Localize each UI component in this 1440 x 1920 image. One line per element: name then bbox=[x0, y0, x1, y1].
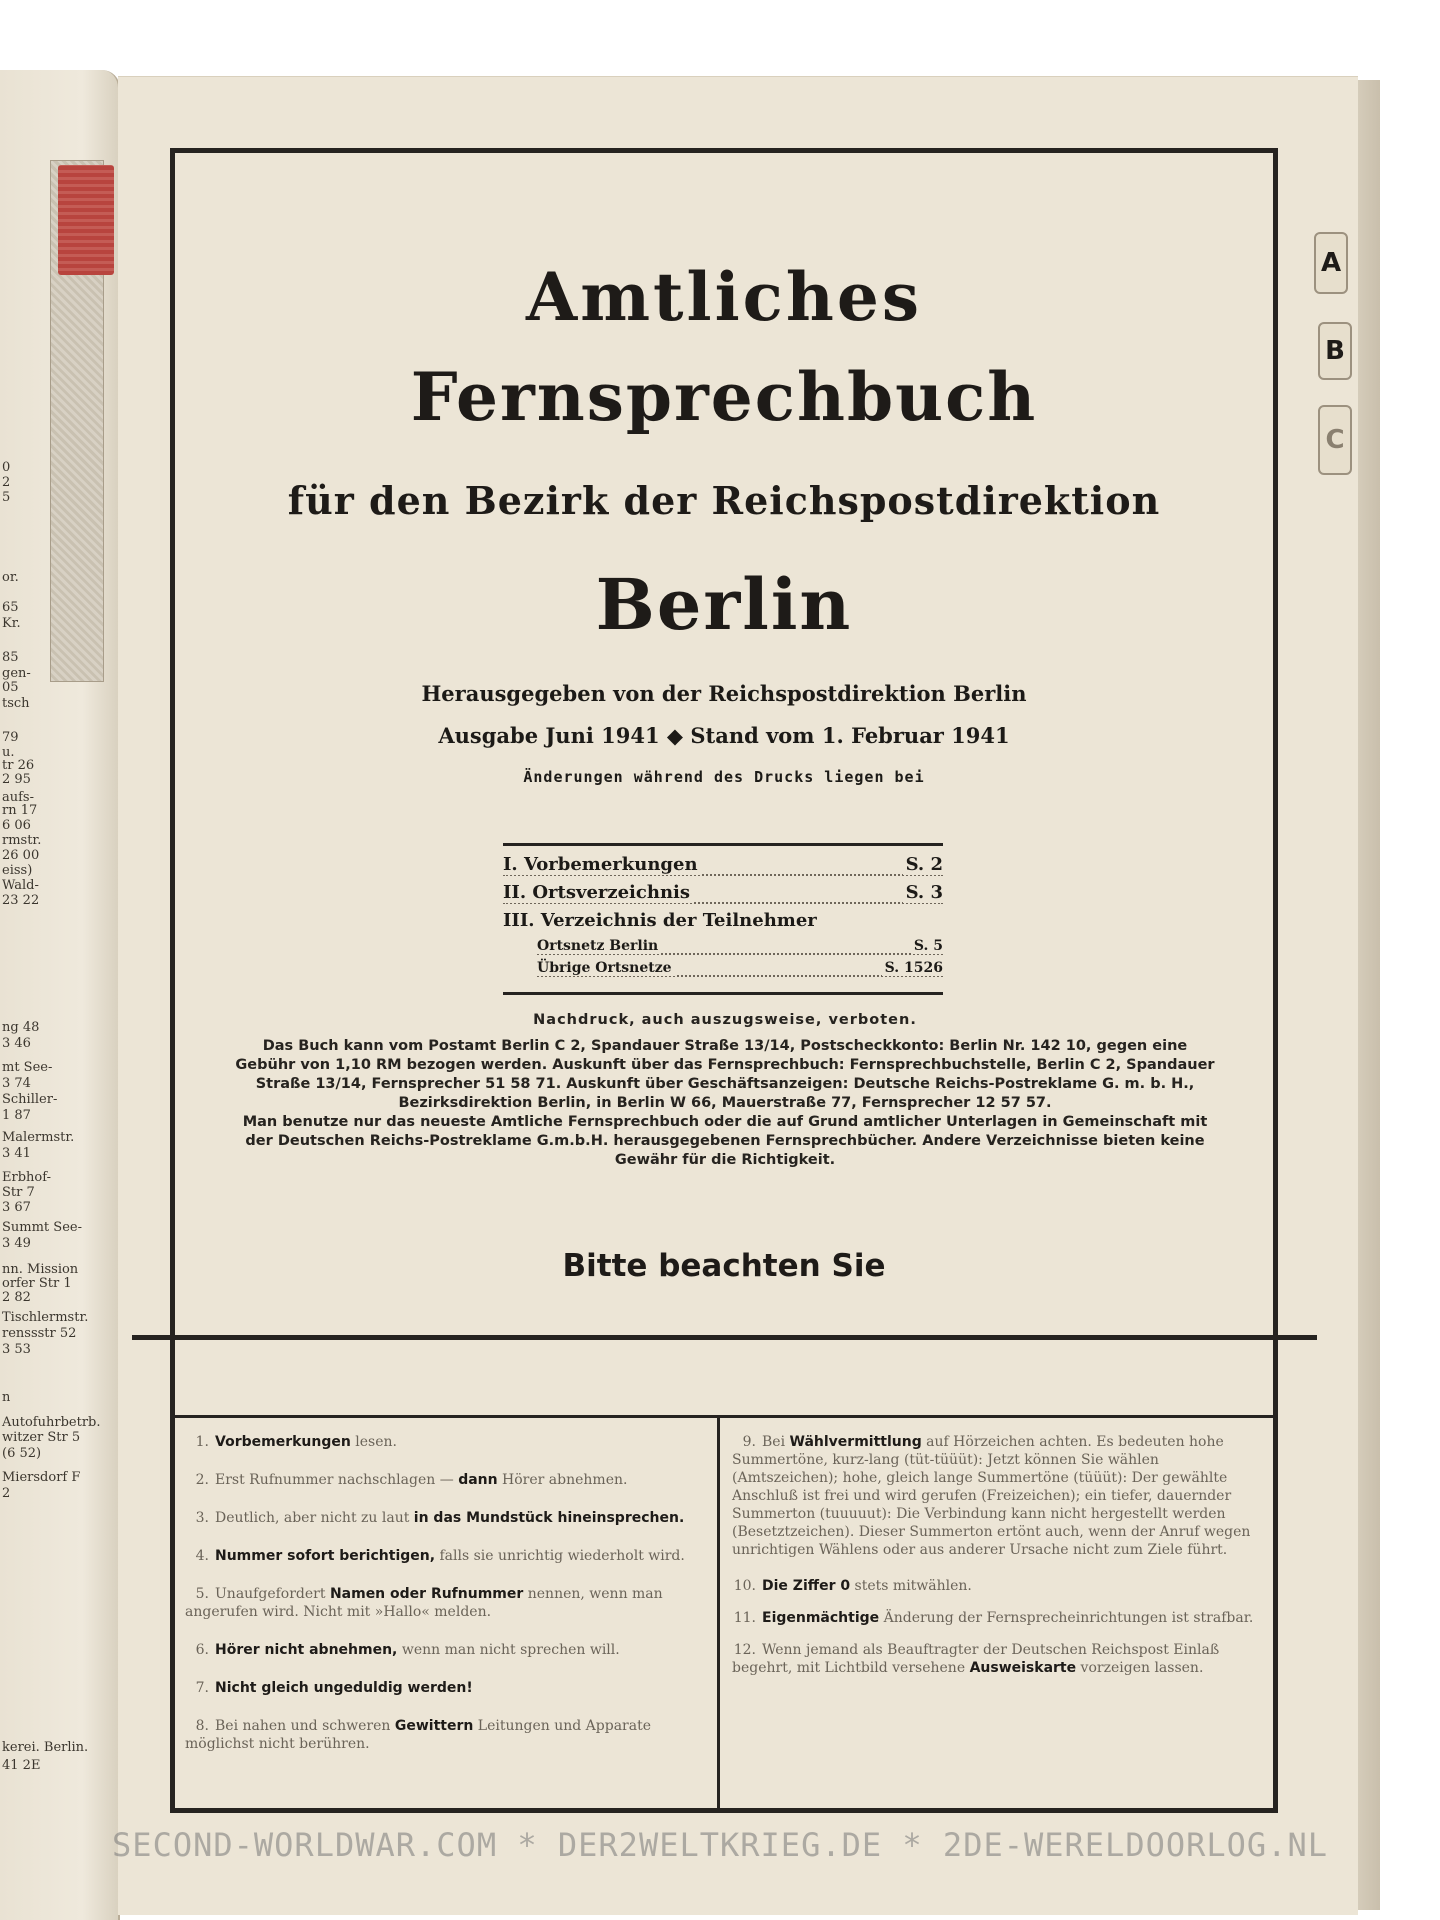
index-tab-a[interactable]: A bbox=[1314, 232, 1348, 294]
section-divider bbox=[132, 1335, 1317, 1340]
rule-text: Hörer abnehmen. bbox=[497, 1472, 628, 1488]
facing-page-fragment: orfer Str 1 bbox=[2, 1276, 72, 1291]
rule-number: 9. bbox=[742, 1434, 756, 1450]
cover-frame bbox=[170, 148, 1278, 1813]
facing-page-fragment: mt See- bbox=[2, 1060, 53, 1075]
facing-page-fragment: Erbhof- bbox=[2, 1170, 51, 1185]
facing-page-fragment: gen- bbox=[2, 666, 31, 681]
facing-page-fragment: rmstr. bbox=[2, 833, 42, 848]
rule-item bbox=[732, 1433, 1262, 1559]
index-tab-b[interactable]: B bbox=[1318, 322, 1352, 380]
changes-note: Änderungen während des Drucks liegen bei bbox=[523, 768, 925, 786]
rule-number: 4. bbox=[195, 1548, 209, 1564]
rule-text: nennen, wenn man angerufen wird. Nicht mit »Hallo« melden. bbox=[185, 1586, 663, 1620]
purchase-notice: Das Buch kann vom Postamt Berlin C 2, Spandauer Straße 13/14, Postscheckkonto: Berlin Nr. 142 10, gegen eine Gebühr von 1,10 RM bezogen werden. Auskunft über das Fernsprechbuch: Fernsprechbuchstelle, Berlin C 2, Spandauer Straße 13/14, Fernsprecher 51 58 71. Auskunft über Geschäftsanzeigen: Deutsche Reichs-Postreklame G. m. b. H., Bezirksdirektion Berlin, in Berlin W 66, Mauerstraße 77, Fernsprecher 12 57 57. bbox=[235, 1038, 1215, 1111]
facing-page-fragment: 2 95 bbox=[2, 772, 31, 787]
facing-page-fragment: Autofuhrbetrb. bbox=[2, 1415, 101, 1430]
rule-text: Änderung der Fernsprecheinrichtungen ist strafbar. bbox=[879, 1610, 1254, 1626]
rules-left-column bbox=[185, 1433, 705, 1753]
facing-page-fragment: 3 67 bbox=[2, 1200, 31, 1215]
rule-text: lesen. bbox=[350, 1434, 397, 1450]
toc-page: S. 5 bbox=[911, 938, 943, 954]
rule-item bbox=[185, 1433, 705, 1451]
title-line-1: Amtliches bbox=[526, 258, 922, 336]
title-line-2: Fernsprechbuch bbox=[410, 358, 1038, 436]
facing-page-fragment: u. bbox=[2, 745, 15, 760]
rule-text: auf Hörzeichen achten. Es bedeuten hohe Summertöne, kurz-lang (tüt-tüüüt): Jetzt können Sie wählen (Amtszeichen); hohe, gleich lange Summertöne (tüüüt): Der gewählte Anschluß ist frei und wird gerufen (Freizeichen); ein tiefer, dauernder Summerton (tuuuuut): Die Verbindung kann nicht hergestellt werden (Besetztzeichen). Dieser Summerton ertönt auch, wenn der Anruf wegen unrichtigen Wählens oder aus anderer Ursache nicht zum Ziele führt. bbox=[732, 1434, 1251, 1558]
advice-notice: Man benutze nur das neueste Amtliche Fernsprechbuch oder die auf Grund amtlicher Unterlagen in Gemeinschaft mit der Deutschen Reichs-Postreklame G.m.b.H. herausgegebenen Fernsprechbücher. Andere Verzeichnisse bieten keine Gewähr für die Richtigkeit. bbox=[242, 1114, 1208, 1168]
facing-page-fragment: Summt See- bbox=[2, 1220, 82, 1235]
toc-page: S. 3 bbox=[903, 882, 943, 903]
publisher-line: Herausgegeben von der Reichspostdirektion Berlin bbox=[421, 681, 1027, 706]
facing-page-fragment: 2 82 bbox=[2, 1290, 31, 1305]
facing-page-fragment: Str 7 bbox=[2, 1185, 35, 1200]
rule-number: 8. bbox=[195, 1718, 209, 1734]
facing-page-fragment: (6 52) bbox=[2, 1446, 42, 1461]
rule-text: Bei nahen und schweren bbox=[215, 1718, 395, 1734]
facing-page-fragment: Miersdorf F bbox=[2, 1470, 81, 1485]
toc-page: S. 2 bbox=[903, 854, 943, 875]
toc-label: III. Verzeichnis der Teilnehmer bbox=[503, 910, 820, 931]
rule-emphasis: Nicht gleich ungeduldig werden! bbox=[215, 1680, 473, 1696]
facing-page-fragment: n bbox=[2, 1390, 11, 1405]
rule-item bbox=[185, 1641, 705, 1659]
facing-page-fragment: kerei. Berlin. bbox=[2, 1740, 89, 1755]
toc-subrow[interactable] bbox=[503, 938, 943, 960]
facing-page-fragment: tr 26 bbox=[2, 758, 35, 773]
rule-item bbox=[185, 1471, 705, 1489]
rule-text: Wenn jemand als Beauftragter der Deutschen Reichspost Einlaß begehrt, mit Lichtbild versehene bbox=[732, 1642, 1220, 1676]
rules-right-column bbox=[732, 1433, 1262, 1677]
toc-label: Übrige Ortsnetze bbox=[537, 960, 675, 976]
facing-page-fragment: 3 41 bbox=[2, 1146, 31, 1161]
facing-page-fragment: 0 bbox=[2, 460, 11, 475]
rule-text: Erst Rufnummer nachschlagen — bbox=[215, 1472, 459, 1488]
rule-number: 6. bbox=[195, 1642, 209, 1658]
facing-page-fragment: 3 46 bbox=[2, 1036, 31, 1051]
toc-row[interactable] bbox=[503, 882, 943, 910]
facing-page-fragment: 41 2E bbox=[2, 1758, 41, 1773]
rule-item bbox=[185, 1547, 705, 1565]
cover-upper bbox=[175, 153, 1273, 1333]
rule-item bbox=[185, 1679, 705, 1697]
toc-page: S. 1526 bbox=[882, 960, 943, 976]
facing-page-fragment: 05 bbox=[2, 680, 19, 695]
rules-column-divider bbox=[717, 1415, 720, 1810]
facing-page-fragment: ng 48 bbox=[2, 1020, 40, 1035]
rule-number: 7. bbox=[195, 1680, 209, 1696]
facing-page-fragment: 2 bbox=[2, 475, 11, 490]
rule-number: 5. bbox=[195, 1586, 209, 1602]
toc-label: I. Vorbemerkungen bbox=[503, 854, 701, 875]
facing-page-fragment: 23 22 bbox=[2, 893, 40, 908]
facing-page-left bbox=[0, 70, 120, 1920]
toc-label: Ortsnetz Berlin bbox=[537, 938, 661, 954]
facing-page-fragment: 5 bbox=[2, 490, 11, 505]
rule-text: falls sie unrichtig wiederholt wird. bbox=[435, 1548, 685, 1564]
rule-emphasis: in das Mundstück hineinsprechen. bbox=[413, 1510, 685, 1526]
facing-page-fragment: nn. Mission bbox=[2, 1262, 79, 1277]
rule-emphasis: Wählvermittlung bbox=[789, 1434, 922, 1450]
index-tab-c[interactable]: C bbox=[1318, 405, 1352, 475]
facing-page-fragment: 3 49 bbox=[2, 1236, 31, 1251]
rule-emphasis: Gewittern bbox=[394, 1718, 474, 1734]
binding-red-tape bbox=[58, 165, 114, 275]
rule-number: 3. bbox=[195, 1510, 209, 1526]
facing-page-fragment: renssstr 52 bbox=[2, 1326, 77, 1341]
facing-page-fragment: Schiller- bbox=[2, 1092, 58, 1107]
subtitle: für den Bezirk der Reichspostdirektion bbox=[287, 478, 1161, 523]
watermark: SECOND-WORLDWAR.COM * DER2WELTKRIEG.DE * 2DE-WERELDOORLOG.NL bbox=[112, 1826, 1328, 1864]
rule-text: Bei bbox=[762, 1434, 790, 1450]
toc-row[interactable] bbox=[503, 910, 943, 938]
toc-subrow[interactable] bbox=[503, 960, 943, 982]
city-title: Berlin bbox=[595, 563, 853, 646]
facing-page-fragment: 3 53 bbox=[2, 1342, 31, 1357]
rule-emphasis: Hörer nicht abnehmen, bbox=[215, 1642, 398, 1658]
rule-emphasis: Eigenmächtige bbox=[762, 1610, 880, 1626]
rule-text: wenn man nicht sprechen will. bbox=[397, 1642, 620, 1658]
rule-emphasis: dann bbox=[458, 1472, 498, 1488]
facing-page-fragment: eiss) bbox=[2, 863, 33, 878]
toc-row[interactable] bbox=[503, 854, 943, 882]
rule-number: 12. bbox=[733, 1642, 756, 1658]
facing-page-fragment: tsch bbox=[2, 696, 30, 711]
rule-item bbox=[732, 1641, 1262, 1677]
facing-page-fragment: Malermstr. bbox=[2, 1130, 75, 1145]
facing-page-fragment: 85 bbox=[2, 650, 19, 665]
rule-number: 2. bbox=[195, 1472, 209, 1488]
facing-page-fragment: witzer Str 5 bbox=[2, 1430, 81, 1445]
rule-number: 1. bbox=[195, 1434, 209, 1450]
toc-label: II. Ortsverzeichnis bbox=[503, 882, 693, 903]
rule-text: Deutlich, aber nicht zu laut bbox=[215, 1510, 414, 1526]
rule-number: 11. bbox=[733, 1610, 756, 1626]
table-of-contents bbox=[503, 843, 943, 995]
rule-item bbox=[732, 1577, 1262, 1595]
rule-emphasis: Vorbemerkungen bbox=[215, 1434, 351, 1450]
rule-item bbox=[185, 1585, 705, 1621]
facing-page-fragment: Wald- bbox=[2, 878, 39, 893]
facing-page-fragment: 26 00 bbox=[2, 848, 40, 863]
rule-item bbox=[185, 1717, 705, 1753]
rule-text: vorzeigen lassen. bbox=[1076, 1660, 1204, 1676]
edition-line: Ausgabe Juni 1941 ◆ Stand vom 1. Februar 1941 bbox=[438, 723, 1010, 748]
rule-number: 10. bbox=[733, 1578, 756, 1594]
rule-emphasis: Nummer sofort berichtigen, bbox=[215, 1548, 436, 1564]
rule-emphasis: Namen oder Rufnummer bbox=[329, 1586, 524, 1602]
facing-page-fragment: Kr. bbox=[2, 616, 21, 631]
facing-page-fragment: 79 bbox=[2, 730, 19, 745]
rule-text: Unaufgefordert bbox=[215, 1586, 330, 1602]
rules-top-line bbox=[173, 1415, 1273, 1418]
bitte-heading: Bitte beachten Sie bbox=[562, 1248, 886, 1284]
rule-text: stets mitwählen. bbox=[850, 1578, 972, 1594]
facing-page-fragment: 2 bbox=[2, 1486, 11, 1501]
facing-page-fragment: or. bbox=[2, 570, 19, 585]
rule-emphasis: Ausweiskarte bbox=[969, 1660, 1077, 1676]
facing-page-fragment: 1 87 bbox=[2, 1108, 31, 1123]
facing-page-fragment: 6 06 bbox=[2, 818, 31, 833]
facing-page-fragment: 65 bbox=[2, 600, 19, 615]
facing-page-fragment: 3 74 bbox=[2, 1076, 31, 1091]
facing-page-fragment: Tischlermstr. bbox=[2, 1310, 89, 1325]
facing-page-fragment: rn 17 bbox=[2, 803, 38, 818]
rule-item bbox=[185, 1509, 705, 1527]
reprint-notice: Nachdruck, auch auszugsweise, verboten. bbox=[533, 1012, 917, 1028]
rule-text: Leitungen und Apparate möglichst nicht berühren. bbox=[185, 1718, 651, 1752]
facing-page-fragment: aufs- bbox=[2, 790, 34, 805]
rule-item bbox=[732, 1609, 1262, 1627]
rule-emphasis: Die Ziffer 0 bbox=[762, 1578, 851, 1594]
